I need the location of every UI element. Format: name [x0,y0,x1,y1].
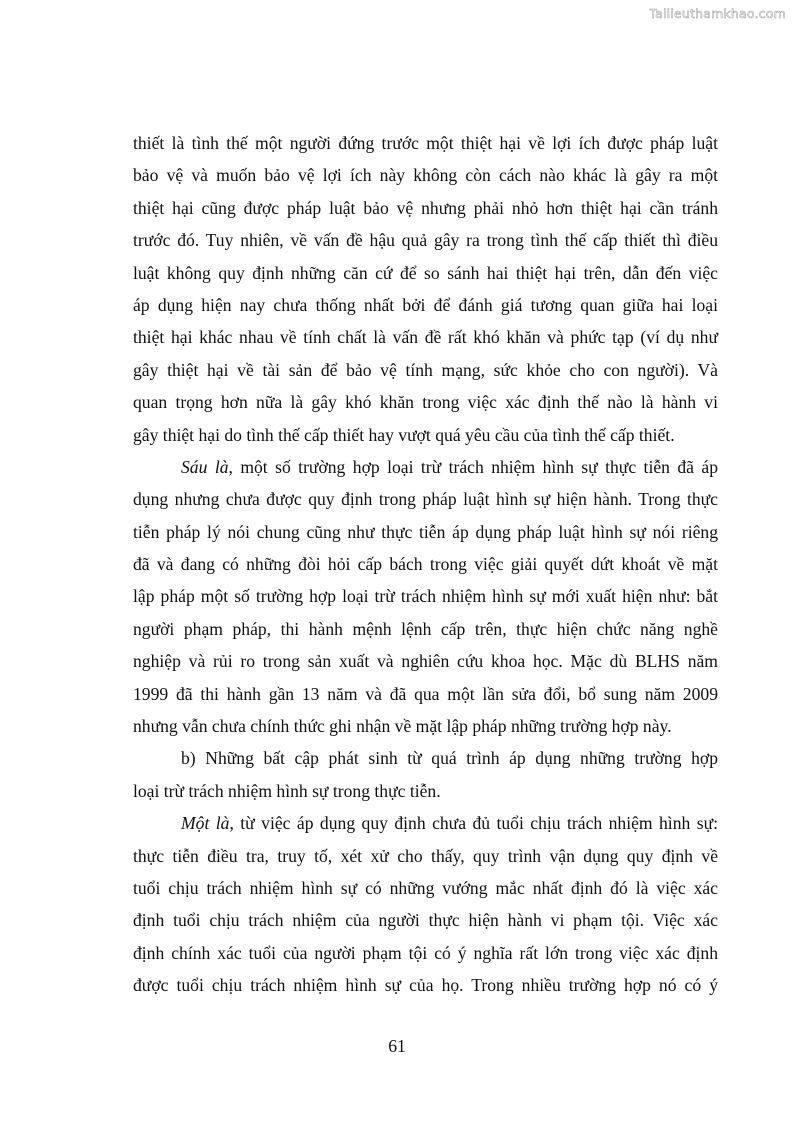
text-line [133,937,718,969]
text-line [133,904,718,936]
line-text: b) Những bất cập phát sinh từ quá trình áp dụng những trường hợp [181,748,718,769]
text-line [133,969,718,1001]
text-line [133,354,718,386]
line-text: tuổi chịu trách nhiệm hình sự có những vướng mắc nhất định đó là việc xác [133,877,718,898]
italic-lead: Sáu là [181,456,229,477]
text-line [133,224,718,256]
line-text: trước đó. Tuy nhiên, về vấn đề hậu quả gây ra trong tình thế cấp thiết thì điều [133,230,718,251]
line-text: được tuổi chịu trách nhiệm hình sự của họ. Trong nhiều trường hợp nó có ý [133,975,718,996]
text-line [133,742,718,774]
text-line [133,678,718,710]
line-text: thực tiễn điều tra, truy tố, xét xử cho thấy, quy trình vận dụng quy định về [133,845,718,866]
paragraph [133,742,718,807]
text-line [133,645,718,677]
text-line [133,289,718,321]
line-text: thiệt hại cũng được pháp luật bảo vệ nhưng phải nhỏ hơn thiệt hại cần tránh [133,197,718,218]
text-line [133,580,718,612]
line-text: đã và đang có những đòi hỏi cấp bách trong việc giải quyết dứt khoát về mặt [133,554,718,575]
text-line [133,807,718,839]
line-text: người phạm pháp, thi hành mệnh lệnh cấp trên, thực hiện chức năng nghề [133,618,718,639]
text-line [133,840,718,872]
line-text: quan trọng hơn nữa là gây khó khăn trong việc xác định thế nào là hành vi [133,392,718,413]
text-line [133,872,718,904]
text-line [133,321,718,353]
document-body [133,127,718,1002]
text-line [133,548,718,580]
paragraph [133,451,718,743]
italic-lead: Một là [181,813,230,834]
line-text: tiễn pháp lý nói chung cũng như thực tiễn áp dụng pháp luật hình sự nói riêng [133,521,718,542]
text-line [133,451,718,483]
text-line [133,386,718,418]
line-text: lập pháp một số trường hợp loại trừ trách nhiệm hình sự mới xuất hiện như: bắt [133,586,718,607]
line-text: 1999 đã thi hành gần 13 năm và đã qua một lần sửa đổi, bổ sung năm 2009 [133,683,718,704]
watermark: Tailieuthamkhao.com [649,6,786,21]
text-line [133,192,718,224]
line-text: gây thiệt hại về tài sản để bảo vệ tính mạng, sức khỏe cho con người). Và [133,359,718,380]
line-text: luật không quy định những căn cứ để so sánh hai thiệt hại trên, dẫn đến việc [133,262,718,283]
line-text: thiết là tình thế một người đứng trước một thiệt hại về lợi ích được pháp luật [133,133,718,153]
paragraph [133,807,718,1001]
line-text: thiệt hại khác nhau về tính chất là vấn đề rất khó khăn và phức tạp (ví dụ như [133,327,718,348]
line-text: bảo vệ và muốn bảo vệ lợi ích này không còn cách nào khác là gây ra một [133,165,718,186]
line-text: loại trừ trách nhiệm hình sự trong thực tiễn. [133,780,441,801]
line-text: , một số trường hợp loại trừ trách nhiệm hình sự thực tiễn đã áp [228,456,718,477]
line-text: nghiệp và rủi ro trong sản xuất và nghiên cứu khoa học. Mặc dù BLHS năm [133,651,718,672]
text-line [133,159,718,191]
paragraph [133,127,718,451]
text-line [133,710,718,742]
line-text: gây thiệt hại do tình thế cấp thiết hay vượt quá yêu cầu của tình thế cấp thiết. [133,424,675,445]
line-text: nhưng vẫn chưa chính thức ghi nhận về mặt lập pháp những trường hợp này. [133,716,672,737]
line-text: áp dụng hiện nay chưa thống nhất bởi để đánh giá tương quan giữa hai loại [133,294,718,315]
text-line [133,613,718,645]
line-text: , từ việc áp dụng quy định chưa đủ tuổi chịu trách nhiệm hình sự: [229,813,718,834]
page-number: 61 [388,1036,406,1056]
line-text: định chính xác tuổi của người phạm tội có ý nghĩa rất lớn trong việc xác định [133,942,718,963]
text-line [133,516,718,548]
text-line [133,775,718,807]
text-line [133,127,718,159]
text-line [133,419,718,451]
line-text: định tuổi chịu trách nhiệm của người thực hiện hành vi phạm tội. Việc xác [133,910,718,931]
text-line [133,257,718,289]
text-line [133,483,718,515]
line-text: dụng nhưng chưa được quy định trong pháp luật hình sự hiện hành. Trong thực [133,489,718,510]
